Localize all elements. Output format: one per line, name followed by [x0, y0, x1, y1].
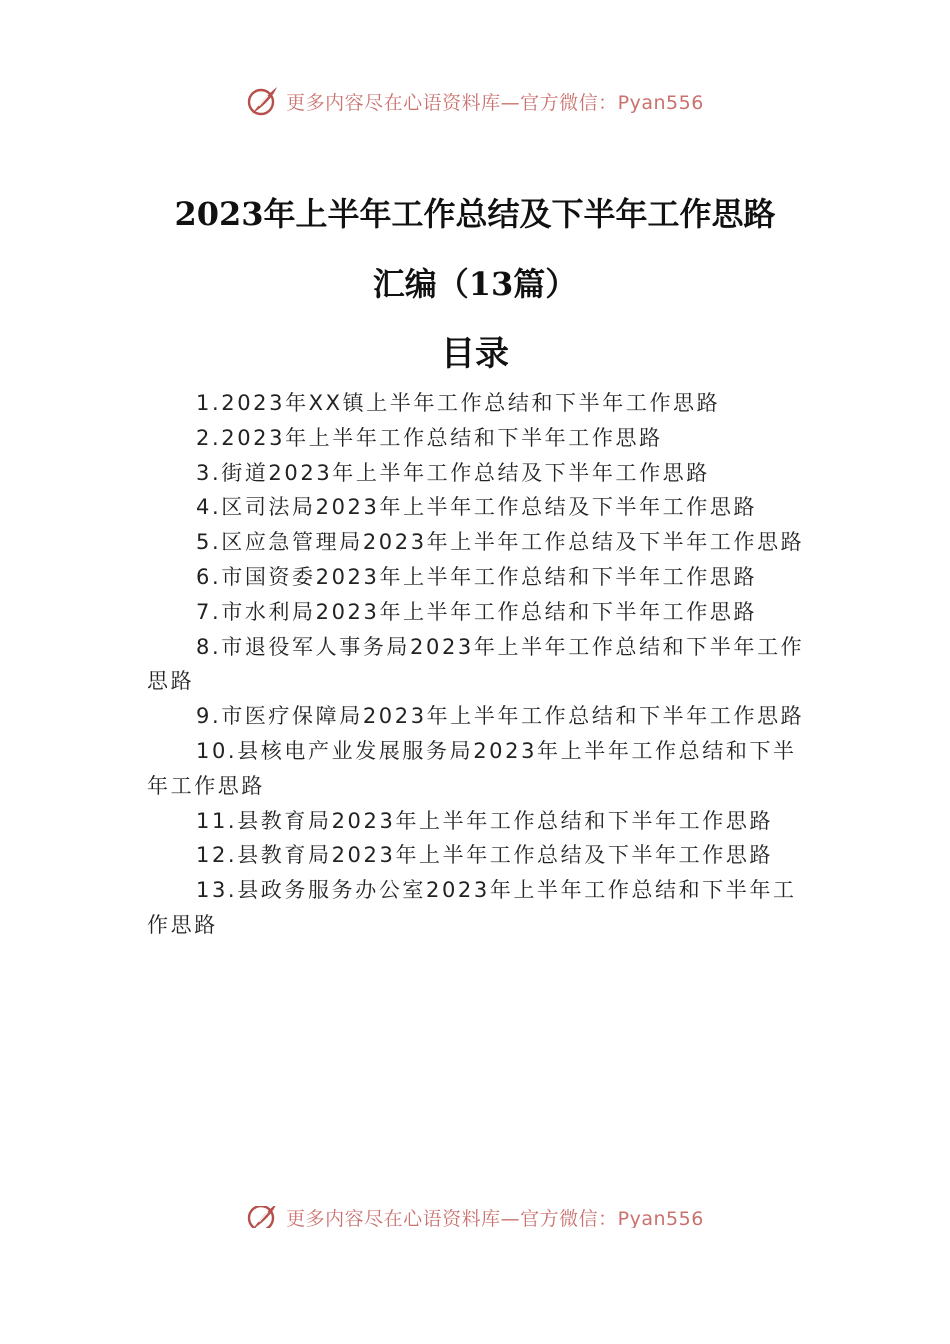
header-watermark [0, 84, 950, 118]
toc-item: 12.县教育局2023年上半年工作总结及下半年工作思路 [196, 843, 774, 868]
toc-item: 9.市医疗保障局2023年上半年工作总结和下半年工作思路 [196, 704, 805, 729]
document-title-line2: 汇编（13篇） [372, 265, 578, 303]
footer-watermark [0, 1206, 950, 1228]
table-of-contents [147, 386, 807, 943]
watermark-text: 更多内容尽在心语资料库—官方微信：Pyan556 [286, 91, 704, 114]
toc-item: 7.市水利局2023年上半年工作总结和下半年工作思路 [196, 599, 758, 624]
toc-heading: 目录 [441, 334, 509, 374]
toc-item: 1.2023年XX镇上半年工作总结和下半年工作思路 [196, 391, 721, 415]
toc-item: 5.区应急管理局2023年上半年工作总结及下半年工作思路 [196, 530, 805, 555]
toc-item: 10.县核电产业发展服务局2023年上半年工作总结和下半年工作思路 [147, 738, 797, 798]
quill-pen-circle-icon [246, 1206, 280, 1228]
watermark-text: 更多内容尽在心语资料库—官方微信：Pyan556 [286, 1207, 704, 1228]
toc-item: 6.市国资委2023年上半年工作总结和下半年工作思路 [196, 564, 758, 589]
toc-item: 13.县政务服务办公室2023年上半年工作总结和下半年工作思路 [147, 878, 797, 937]
toc-item: 4.区司法局2023年上半年工作总结及下半年工作思路 [196, 495, 758, 520]
toc-item: 2.2023年上半年工作总结和下半年工作思路 [196, 425, 663, 450]
quill-pen-circle-icon [246, 84, 280, 118]
document-title-line1: 2023年上半年工作总结及下半年工作思路 [174, 195, 776, 233]
toc-item: 3.街道2023年上半年工作总结及下半年工作思路 [196, 460, 710, 485]
toc-item: 8.市退役军人事务局2023年上半年工作总结和下半年工作思路 [147, 634, 805, 694]
toc-item: 11.县教育局2023年上半年工作总结和下半年工作思路 [196, 808, 774, 833]
